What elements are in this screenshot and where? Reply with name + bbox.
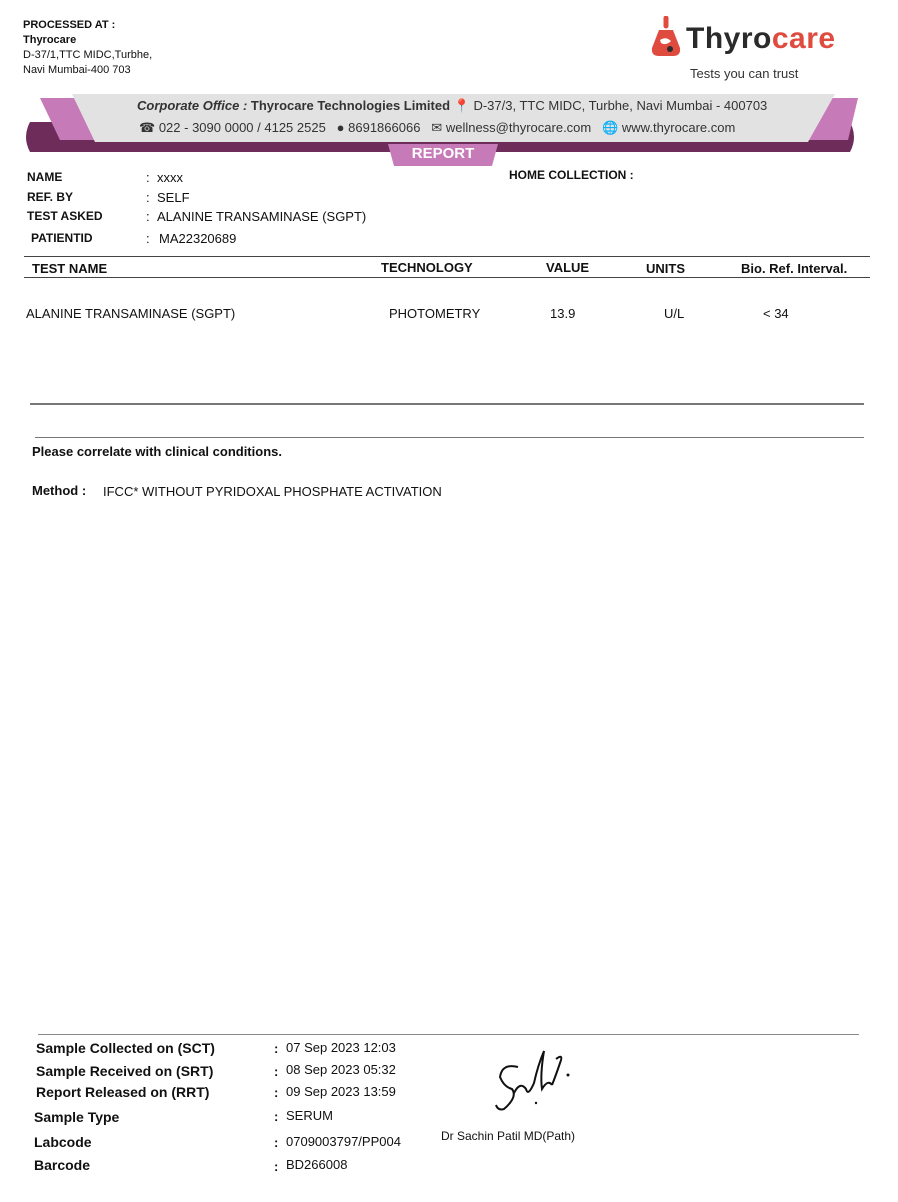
doctor-signature: [490, 1045, 575, 1120]
report-label: REPORT: [411, 145, 475, 162]
barcode-value: BD266008: [286, 1157, 348, 1172]
brand-name-part1: Thyro: [686, 22, 772, 55]
srt-colon: :: [274, 1064, 279, 1079]
rrt-value: 09 Sep 2023 13:59: [286, 1084, 396, 1099]
corporate-office-name: Thyrocare Technologies Limited: [247, 98, 451, 113]
test-asked-label: TEST ASKED: [27, 209, 103, 223]
cell-technology: PHOTOMETRY: [389, 306, 481, 321]
srt-label: Sample Received on (SRT): [36, 1063, 214, 1079]
brand-name-part2: care: [771, 22, 836, 55]
contact-phone: 022 - 3090 0000 / 4125 2525: [158, 120, 326, 135]
processed-at-address-line1: D-37/1,TTC MIDC,Turbhe,: [23, 49, 153, 61]
contact-line: [139, 120, 735, 136]
contact-website: www.thyrocare.com: [621, 120, 736, 135]
table-row: [0, 306, 898, 326]
table-bottom-divider: [30, 403, 864, 405]
srt-value: 08 Sep 2023 05:32: [286, 1062, 396, 1077]
doctor-name: Dr Sachin Patil MD(Path): [441, 1129, 576, 1143]
table-header-divider: [24, 277, 870, 278]
table-top-divider: [24, 256, 870, 257]
patient-id-colon: :: [146, 231, 150, 246]
patient-name-colon: :: [146, 170, 150, 185]
ref-by-label: REF. BY: [27, 190, 74, 204]
th-ref-interval: Bio. Ref. Interval.: [741, 261, 848, 276]
patient-name-value: xxxx: [157, 170, 183, 185]
rrt-label: Report Released on (RRT): [36, 1084, 210, 1100]
barcode-colon: :: [274, 1159, 279, 1174]
processed-at-label: PROCESSED AT :: [23, 19, 116, 31]
processed-at-address-line2: Navi Mumbai-400 703: [23, 64, 131, 76]
barcode-label: Barcode: [34, 1157, 91, 1173]
test-asked-colon: :: [146, 209, 150, 224]
patient-id-label: PATIENTID: [31, 231, 93, 245]
brand-name: [686, 22, 836, 56]
whatsapp-icon: ●: [336, 120, 345, 135]
home-collection-label: HOME COLLECTION :: [509, 168, 634, 182]
processed-at-block: [23, 18, 152, 78]
sample-type-colon: :: [274, 1109, 279, 1124]
footer-divider: [38, 1034, 859, 1035]
sct-label: Sample Collected on (SCT): [36, 1040, 215, 1056]
email-icon: ✉: [431, 120, 443, 135]
test-asked-value: ALANINE TRANSAMINASE (SGPT): [157, 209, 367, 224]
sct-value: 07 Sep 2023 12:03: [286, 1040, 396, 1055]
contact-whatsapp: 8691866066: [348, 120, 421, 135]
th-value: VALUE: [546, 260, 590, 275]
patient-id-value: MA22320689: [159, 231, 237, 246]
th-test-name: TEST NAME: [32, 261, 108, 276]
corporate-address: D-37/3, TTC MIDC, Turbhe, Navi Mumbai - 400703: [473, 98, 768, 113]
phone-icon: ☎: [139, 120, 156, 135]
ref-by-colon: :: [146, 190, 150, 205]
cell-ref-interval: < 34: [763, 306, 789, 321]
labcode-value: 0709003797/PP004: [286, 1134, 401, 1149]
method-value: IFCC* WITHOUT PYRIDOXAL PHOSPHATE ACTIVATION: [103, 484, 442, 499]
location-pin-icon: 📍: [453, 98, 470, 113]
notes-divider: [35, 437, 864, 438]
cell-units: U/L: [664, 306, 685, 321]
method-label: Method :: [32, 483, 87, 498]
th-units: UNITS: [646, 261, 685, 276]
labcode-colon: :: [274, 1135, 279, 1150]
sct-colon: :: [274, 1041, 279, 1056]
globe-icon: 🌐: [602, 120, 619, 135]
brand-tagline: Tests you can trust: [690, 66, 799, 81]
ref-by-value: SELF: [157, 190, 190, 205]
th-technology: TECHNOLOGY: [381, 260, 473, 275]
processed-at-name: Thyrocare: [23, 34, 77, 46]
cell-test-name: ALANINE TRANSAMINASE (SGPT): [26, 306, 236, 321]
cell-value: 13.9: [550, 306, 576, 321]
rrt-colon: :: [274, 1085, 279, 1100]
corporate-office-label: Corporate Office :: [137, 98, 248, 113]
sample-type-label: Sample Type: [34, 1109, 120, 1125]
labcode-label: Labcode: [34, 1134, 92, 1150]
thyrocare-logo-icon: [649, 16, 683, 58]
correlate-note: Please correlate with clinical conditions.: [32, 444, 282, 459]
corporate-office-line: [137, 98, 767, 114]
patient-name-label: NAME: [27, 170, 63, 184]
contact-email: wellness@thyrocare.com: [445, 120, 592, 135]
sample-type-value: SERUM: [286, 1108, 333, 1123]
